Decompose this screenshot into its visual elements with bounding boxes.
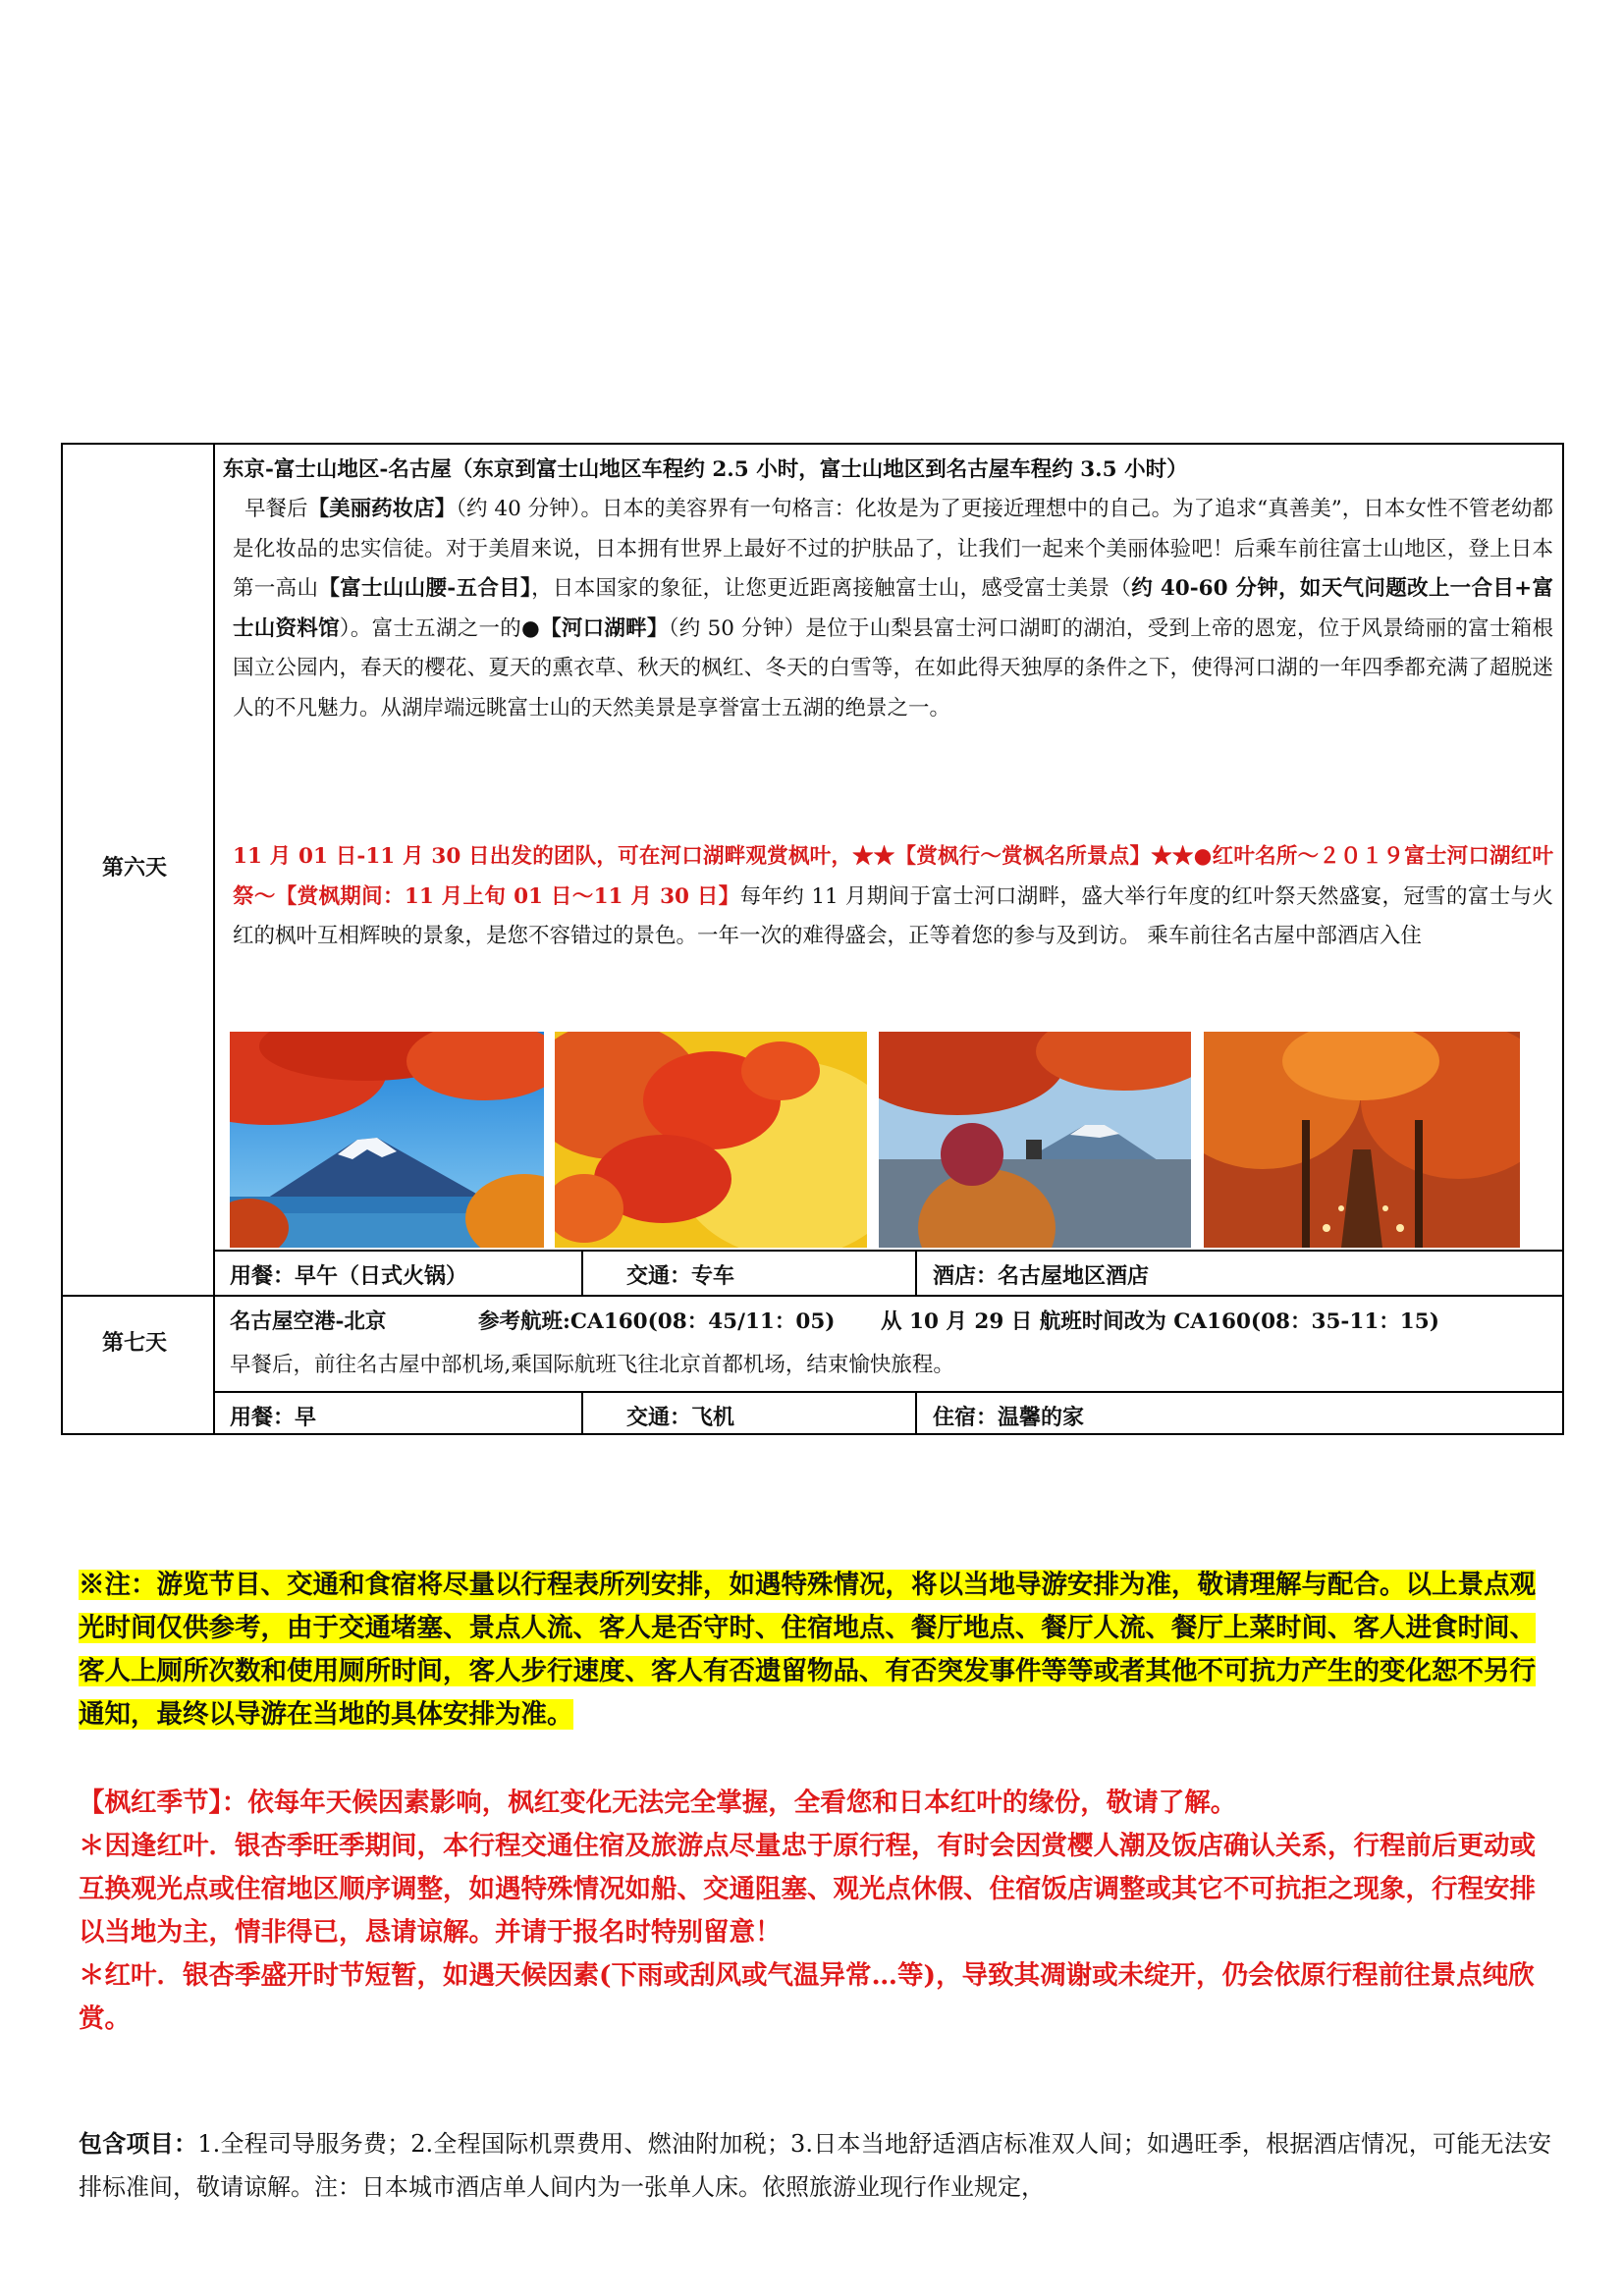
fuji-maple-photo [230, 1032, 544, 1248]
day7-lodging: 住宿：温馨的家 [933, 1406, 1085, 1430]
day6-meal: 用餐：早午（日式火锅） [230, 1264, 468, 1289]
day7-meal: 用餐：早 [230, 1406, 317, 1430]
included-text: 1.全程司导服务费；2.全程国际机票费用、燃油附加税；3.日本当地舒适酒店标准双人间；如遇旺季，根据酒店情况，可能无法安排标准间，敬请谅解。注：日本城市酒店单人间内为一张单人床。依照旅游业现行作业规定， [79, 2130, 1551, 2201]
day7-flight-change: 从 10 月 29 日 航班时间改为 CA160(08：35-11：15) [881, 1309, 1439, 1334]
included-label: 包含项目： [79, 2129, 198, 2158]
day6-label: 第六天 [102, 856, 168, 881]
general-notice [79, 1564, 1551, 1736]
day6-maple-notice: 11 月 01 日-11 月 30 日出发的团队，可在河口湖畔观赏枫叶，★★【赏枫行～赏枫名所景点】★★●红叶名所～２０１９富士河口湖红叶祭～【赏枫期间：11 月上旬 01 日～11 月 30 日】每年约 11 月期间于富士河口湖畔，盛大举行年度的红叶祭天然盛宴，冠雪的富士与火红的枫叶互相辉映的景象，是您不容错过的景色。一年一次的难得盛会，正等着您的参与及到访。 乘车前往名古屋中部酒店入住 [233, 844, 1553, 948]
day7-transport: 交通：飞机 [626, 1406, 735, 1430]
maple-season-line: 【枫红季节】：依每年天候因素影响，枫红变化无法完全掌握，全看您和日本红叶的缘份，敬请了解。 [79, 1788, 1237, 1818]
maple-leaves-photo [555, 1032, 867, 1248]
day7-route: 名古屋空港-北京 [230, 1309, 387, 1334]
day7-flight: 参考航班:CA160(08：45/11：05) [478, 1309, 836, 1334]
included-items [79, 2122, 1551, 2209]
maple-corridor-photo [1204, 1032, 1520, 1248]
day6-description: 早餐后【美丽药妆店】（约 40 分钟）。日本的美容界有一句格言：化妆是为了更接近理想中的自己。为了追求“真善美”，日本女性不管老幼都是化妆品的忠实信徒。对于美眉来说，日本拥有世界上最好不过的护肤品了，让我们一起来个美丽体验吧！后乘车前往富士山地区，登上日本第一高山【富士山山腰-五合目】，日本国家的象征，让您更近距离接触富士山，感受富士美景（约 40-60 分钟，如天气问题改上一合目+富士山资料馆）。富士五湖之一的●【河口湖畔】（约 50 分钟）是位于山梨县富士河口湖町的湖泊，受到上帝的恩宠，位于风景绮丽的富士箱根国立公园内，春天的樱花、夏天的熏衣草、秋天的枫红、冬天的白雪等，在如此得天独厚的条件之下，使得河口湖的一年四季都充满了超脱迷人的不凡魅力。从湖岸端远眺富士山的天然美景是享誉富士五湖的绝景之一。 [233, 497, 1553, 721]
maple-season-notice [79, 1782, 1551, 2041]
itinerary-table [61, 443, 1564, 1435]
peak-season-line: ＊因逢红叶．银杏季旺季期间，本行程交通住宿及旅游点尽量忠于原行程，有时会因赏樱人潮及饭店确认关系，行程前后更动或互换观光点或住宿地区顺序调整，如遇特殊情况如船、交通阻塞、观光点休假、住宿饭店调整或其它不可抗拒之现象，行程安排以当地为主，情非得已，恳请谅解。并请于报名时特别留意！ [79, 1831, 1536, 1948]
blooming-line: ＊红叶．银杏季盛开时节短暂，如遇天候因素(下雨或刮风或气温异常…等)，导致其凋谢或未绽开，仍会依原行程前往景点纯欣赏。 [79, 1960, 1535, 2034]
day6-route-title: 东京-富士山地区-名古屋（东京到富士山地区车程约 2.5 小时，富士山地区到名古屋车程约 3.5 小时） [223, 457, 1188, 482]
day6-transport: 交通：专车 [626, 1264, 735, 1289]
tourist-photographing-photo [879, 1032, 1191, 1248]
day7-label: 第七天 [102, 1331, 168, 1356]
day7-description: 早餐后，前往名古屋中部机场,乘国际航班飞往北京首都机场，结束愉快旅程。 [230, 1353, 954, 1377]
general-notice-text: ※注：游览节目、交通和食宿将尽量以行程表所列安排，如遇特殊情况，将以当地导游安排为准，敬请理解与配合。以上景点观光时间仅供参考，由于交通堵塞、景点人流、客人是否守时、住宿地点、餐厅地点、餐厅人流、餐厅上菜时间、客人进食时间、客人上厕所次数和使用厕所时间，客人步行速度、客人有否遗留物品、有否突发事件等等或者其他不可抗力产生的变化恕不另行通知，最终以导游在当地的具体安排为准。 [79, 1570, 1536, 1730]
day6-hotel: 酒店：名古屋地区酒店 [933, 1264, 1150, 1289]
